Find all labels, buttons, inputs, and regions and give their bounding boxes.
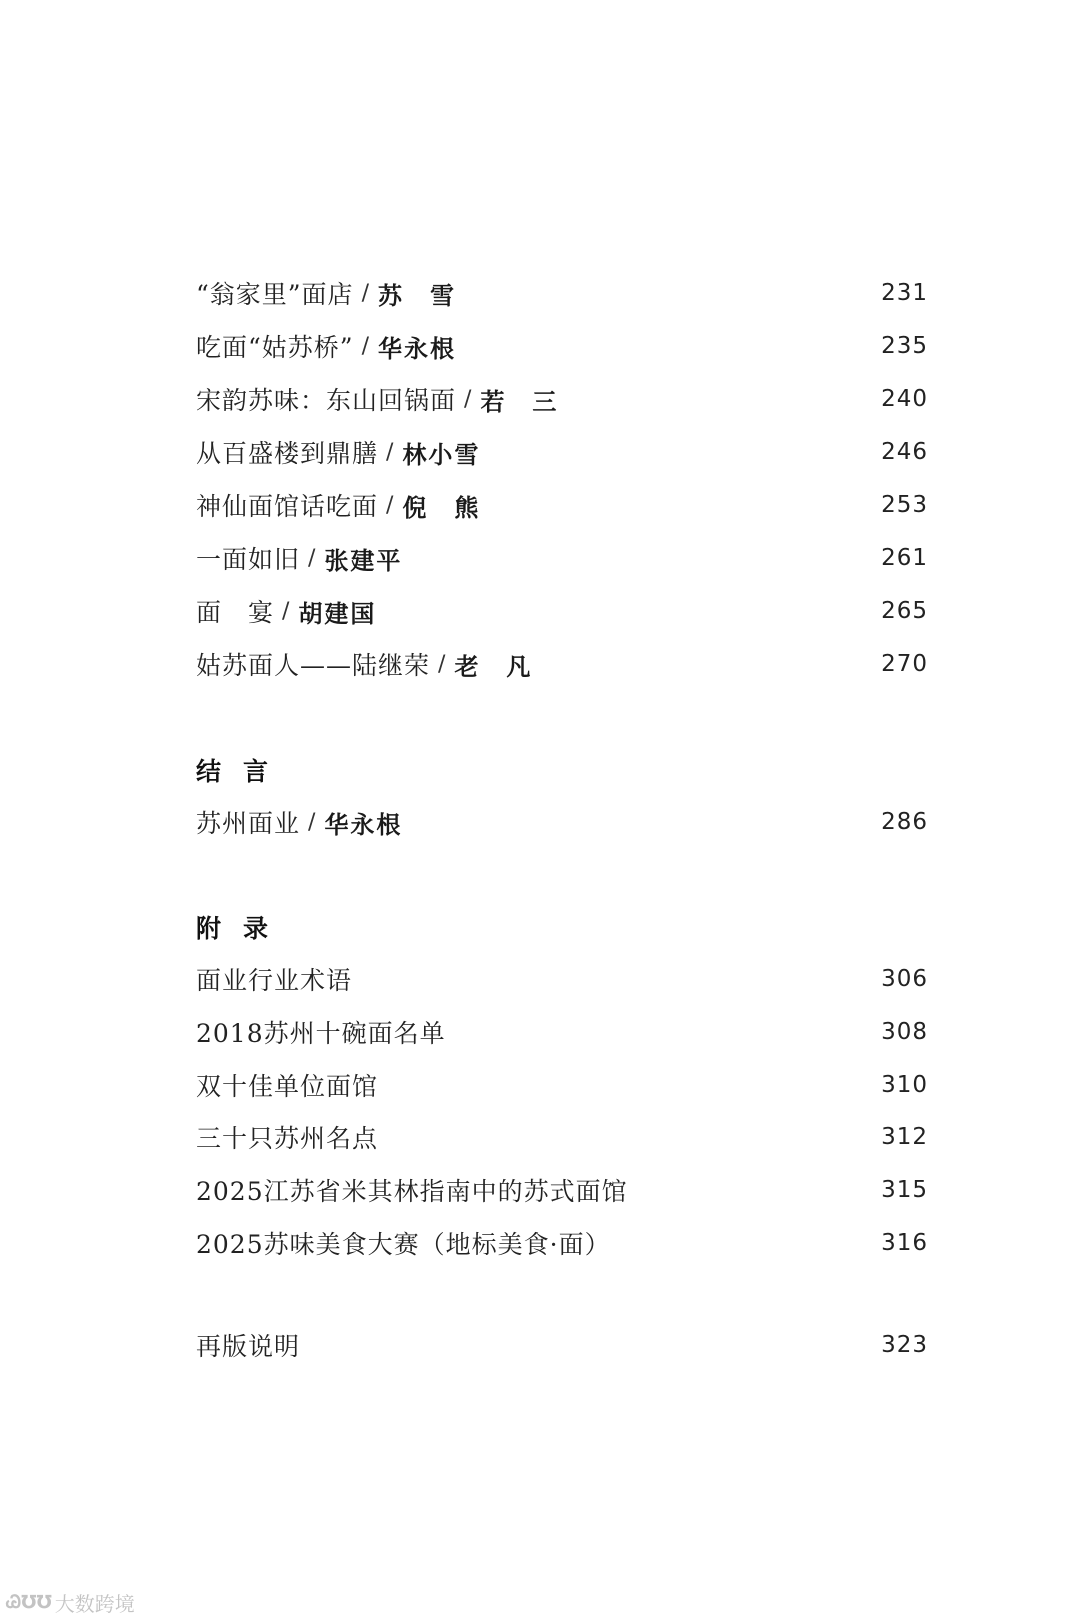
toc-entry[interactable] bbox=[196, 432, 928, 472]
toc-entry[interactable] bbox=[196, 485, 928, 525]
watermark-text: 大数跨境 bbox=[54, 1592, 135, 1616]
separator: / bbox=[386, 439, 395, 465]
entry-title: 吃面“姑苏桥” bbox=[196, 333, 354, 362]
entry-title: 2025江苏省米其林指南中的苏式面馆 bbox=[196, 1177, 628, 1206]
entry-author: 华永根 bbox=[324, 810, 403, 839]
entry-page-number: 310 bbox=[881, 1072, 928, 1098]
separator: / bbox=[464, 386, 473, 412]
toc-entry[interactable] bbox=[196, 959, 928, 999]
toc-entry[interactable] bbox=[196, 1012, 928, 1052]
separator: / bbox=[308, 545, 317, 571]
toc-entry[interactable] bbox=[196, 802, 928, 842]
separator: / bbox=[361, 333, 370, 359]
watermark-logo-icon: Ꮚ℧℧ bbox=[6, 1592, 52, 1613]
separator: / bbox=[282, 598, 291, 624]
entry-page-number: 323 bbox=[881, 1332, 928, 1358]
toc-entry[interactable] bbox=[196, 379, 928, 419]
entry-page-number: 235 bbox=[881, 333, 928, 359]
entry-title: 神仙面馆话吃面 bbox=[196, 492, 379, 521]
toc-entry[interactable] bbox=[196, 1117, 928, 1157]
entry-author: 倪 熊 bbox=[402, 493, 481, 522]
entry-author: 张建平 bbox=[324, 546, 403, 575]
entry-author: 老 凡 bbox=[454, 652, 533, 681]
entry-author: 苏 雪 bbox=[377, 281, 456, 310]
entry-page-number: 270 bbox=[881, 651, 928, 677]
separator: / bbox=[308, 809, 317, 835]
entry-page-number: 240 bbox=[881, 386, 928, 412]
toc-entry[interactable] bbox=[196, 591, 928, 631]
toc-entry[interactable] bbox=[196, 1065, 928, 1105]
entry-title: 2018苏州十碗面名单 bbox=[196, 1019, 446, 1048]
entry-author: 华永根 bbox=[377, 334, 456, 363]
entry-title: 再版说明 bbox=[196, 1332, 301, 1361]
section-heading-appendix: 附录 bbox=[196, 914, 291, 943]
entry-title: 一面如旧 bbox=[196, 545, 301, 574]
toc-entry[interactable] bbox=[196, 1170, 928, 1210]
entry-page-number: 306 bbox=[881, 966, 928, 992]
entry-page-number: 315 bbox=[881, 1177, 928, 1203]
toc-entry-reprint-note[interactable] bbox=[196, 1325, 928, 1365]
entry-page-number: 308 bbox=[881, 1019, 928, 1045]
entry-title: 苏州面业 bbox=[196, 809, 301, 838]
toc-entry[interactable] bbox=[196, 326, 928, 366]
entry-page-number: 316 bbox=[881, 1230, 928, 1256]
entry-title: 三十只苏州名点 bbox=[196, 1124, 379, 1153]
watermark bbox=[6, 1588, 135, 1617]
entry-author: 若 三 bbox=[480, 387, 559, 416]
entry-page-number: 261 bbox=[881, 545, 928, 571]
entry-author: 胡建国 bbox=[298, 599, 377, 628]
entry-title: “翁家里”面店 bbox=[196, 280, 354, 309]
entry-title: 面 宴 bbox=[196, 598, 275, 627]
entry-title: 姑苏面人——陆继荣 bbox=[196, 651, 431, 680]
entry-page-number: 286 bbox=[881, 809, 928, 835]
entry-page-number: 246 bbox=[881, 439, 928, 465]
entry-title: 双十佳单位面馆 bbox=[196, 1072, 379, 1101]
entry-page-number: 312 bbox=[881, 1124, 928, 1150]
toc-entry[interactable] bbox=[196, 538, 928, 578]
entry-title: 2025苏味美食大赛（地标美食·面） bbox=[196, 1230, 611, 1259]
entry-title: 宋韵苏味：东山回锅面 bbox=[196, 386, 457, 415]
entry-page-number: 253 bbox=[881, 492, 928, 518]
entry-title: 面业行业术语 bbox=[196, 966, 353, 995]
toc-entry[interactable] bbox=[196, 644, 928, 684]
separator: / bbox=[361, 280, 370, 306]
entry-author: 林小雪 bbox=[402, 440, 481, 469]
separator: / bbox=[386, 492, 395, 518]
separator: / bbox=[438, 651, 447, 677]
entry-page-number: 265 bbox=[881, 598, 928, 624]
entry-title: 从百盛楼到鼎膳 bbox=[196, 439, 379, 468]
toc-entry[interactable] bbox=[196, 273, 928, 313]
entry-page-number: 231 bbox=[881, 280, 928, 306]
section-heading-conclusion: 结言 bbox=[196, 757, 291, 786]
toc-entry[interactable] bbox=[196, 1223, 928, 1263]
